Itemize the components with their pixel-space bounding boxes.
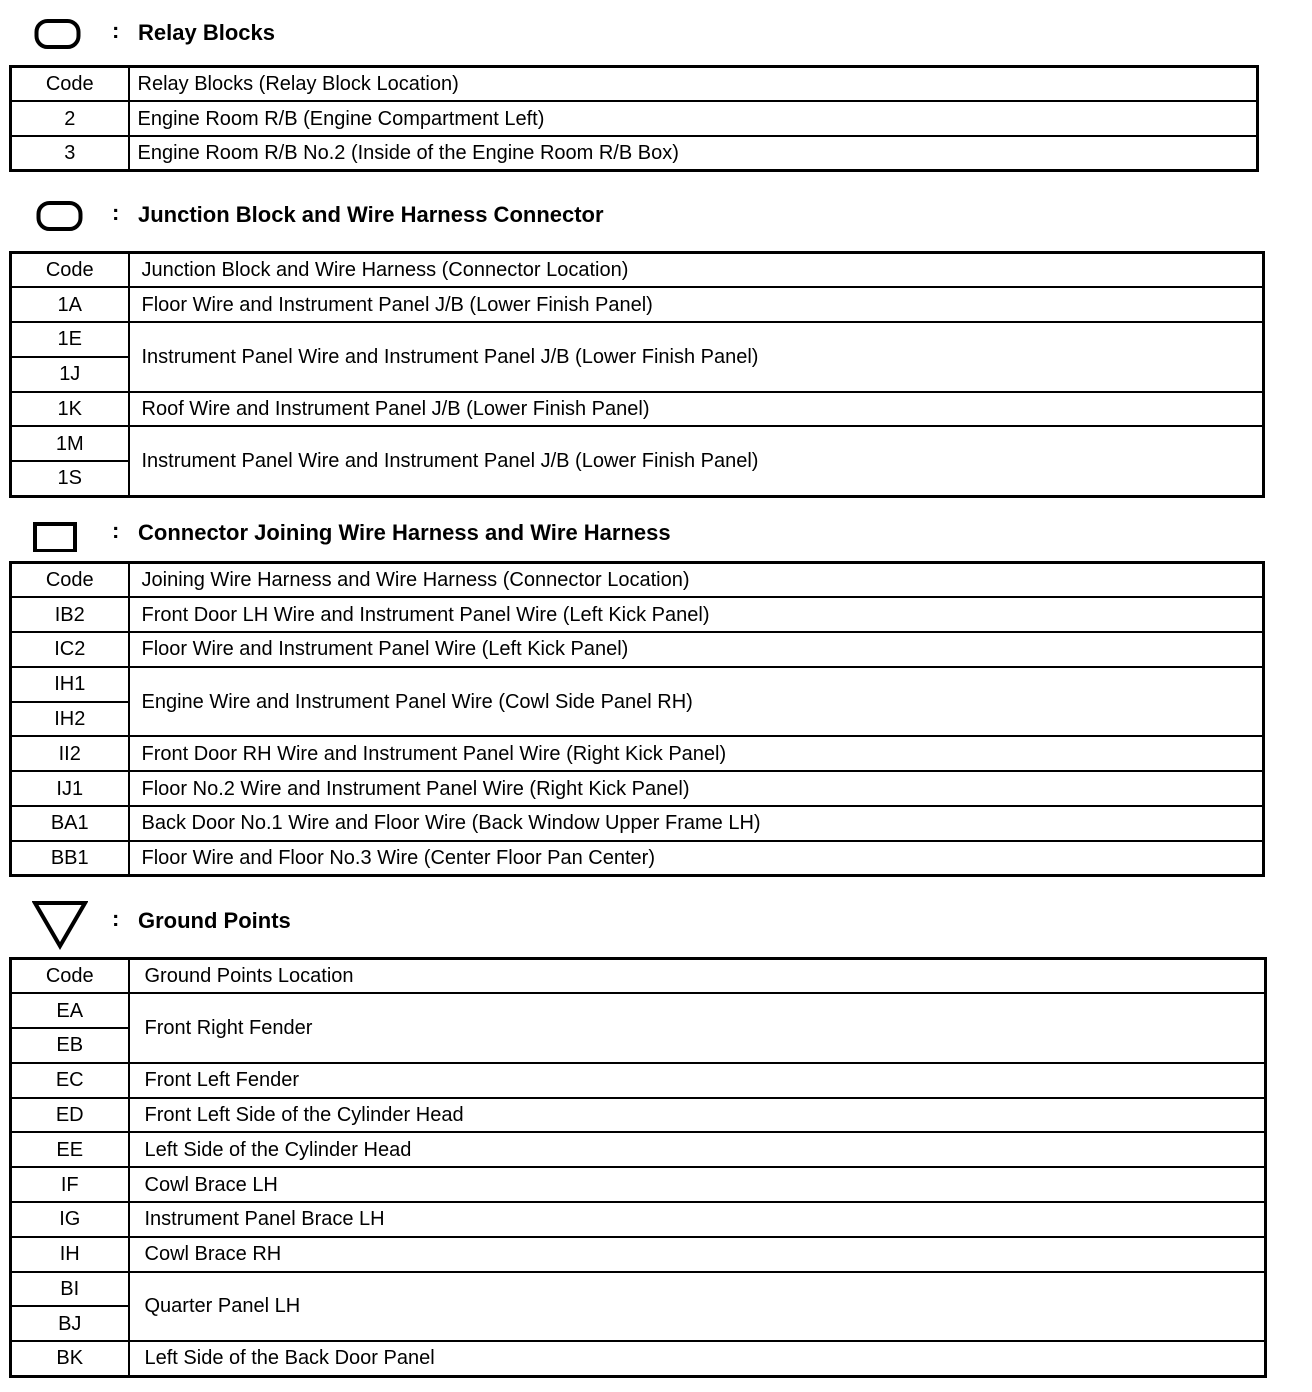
location-cell: Instrument Panel Wire and Instrument Panel J/B (Lower Finish Panel) [129, 426, 1264, 496]
code-cell: IH [11, 1237, 129, 1272]
code-cell: BA1 [11, 806, 129, 841]
location-cell: Engine Room R/B (Engine Compartment Left) [129, 101, 1258, 136]
colon-separator: : [112, 906, 120, 931]
table-header-row [11, 959, 1266, 994]
section-title: Junction Block and Wire Harness Connector [138, 202, 604, 227]
code-column-header: Code [11, 959, 129, 994]
table-header-row [11, 67, 1258, 102]
location-cell: Engine Wire and Instrument Panel Wire (Cowl Side Panel RH) [129, 667, 1264, 737]
code-cell: IC2 [11, 632, 129, 667]
table-row [11, 1202, 1266, 1237]
location-cell: Back Door No.1 Wire and Floor Wire (Back Window Upper Frame LH) [129, 806, 1264, 841]
legend-table [9, 561, 1265, 877]
code-column-header: Code [11, 67, 129, 102]
location-cell: Front Right Fender [129, 993, 1266, 1063]
section-header [0, 514, 1312, 564]
code-cell: 1K [11, 392, 129, 427]
location-cell: Front Door LH Wire and Instrument Panel Wire (Left Kick Panel) [129, 597, 1264, 632]
table-row [11, 136, 1258, 171]
rounded-rect-icon [34, 16, 82, 52]
location-cell: Cowl Brace LH [129, 1167, 1266, 1202]
location-column-header: Ground Points Location [129, 959, 1266, 994]
code-cell: ED [11, 1098, 129, 1133]
code-cell: 2 [11, 101, 129, 136]
location-column-header: Joining Wire Harness and Wire Harness (Connector Location) [129, 563, 1264, 598]
section-header [0, 196, 1312, 246]
location-cell: Floor No.2 Wire and Instrument Panel Wire (Right Kick Panel) [129, 771, 1264, 806]
code-cell: IG [11, 1202, 129, 1237]
section-header [0, 900, 1312, 950]
location-cell: Engine Room R/B No.2 (Inside of the Engine Room R/B Box) [129, 136, 1258, 171]
section-header [0, 14, 1312, 64]
code-cell: 1A [11, 287, 129, 322]
location-cell: Cowl Brace RH [129, 1237, 1266, 1272]
code-cell: 1J [11, 357, 129, 392]
colon-separator: : [112, 518, 120, 543]
location-cell: Floor Wire and Floor No.3 Wire (Center Floor Pan Center) [129, 841, 1264, 876]
table-row [11, 322, 1264, 357]
code-cell: 1S [11, 461, 129, 496]
section-title: Relay Blocks [138, 20, 275, 45]
table-header-row [11, 563, 1264, 598]
table-header-row [11, 253, 1264, 288]
location-cell: Quarter Panel LH [129, 1272, 1266, 1342]
code-cell: EE [11, 1132, 129, 1167]
table-row [11, 993, 1266, 1028]
code-cell: IF [11, 1167, 129, 1202]
code-cell: EA [11, 993, 129, 1028]
location-cell: Front Left Side of the Cylinder Head [129, 1098, 1266, 1133]
code-cell: BK [11, 1341, 129, 1376]
code-cell: BJ [11, 1306, 129, 1341]
table-row [11, 667, 1264, 702]
table-row [11, 841, 1264, 876]
table-row [11, 1063, 1266, 1098]
colon-separator: : [112, 18, 120, 43]
code-cell: IB2 [11, 597, 129, 632]
location-cell: Floor Wire and Instrument Panel J/B (Lower Finish Panel) [129, 287, 1264, 322]
code-cell: IH2 [11, 702, 129, 737]
location-cell: Instrument Panel Brace LH [129, 1202, 1266, 1237]
table-row [11, 632, 1264, 667]
square-icon [33, 516, 79, 552]
rounded-rect-icon [36, 198, 84, 234]
code-cell: BB1 [11, 841, 129, 876]
table-row [11, 597, 1264, 632]
table-row [11, 1237, 1266, 1272]
code-cell: EB [11, 1028, 129, 1063]
code-column-header: Code [11, 253, 129, 288]
code-cell: EC [11, 1063, 129, 1098]
table-row [11, 1272, 1266, 1307]
table-row [11, 1132, 1266, 1167]
table-row [11, 1098, 1266, 1133]
table-row [11, 392, 1264, 427]
legend-table [9, 957, 1267, 1378]
location-cell: Left Side of the Cylinder Head [129, 1132, 1266, 1167]
code-cell: 1E [11, 322, 129, 357]
table-row [11, 771, 1264, 806]
table-row [11, 1167, 1266, 1202]
location-column-header: Relay Blocks (Relay Block Location) [129, 67, 1258, 102]
colon-separator: : [112, 200, 120, 225]
code-cell: IJ1 [11, 771, 129, 806]
triangle-icon [32, 900, 88, 950]
legend-table [9, 251, 1265, 498]
code-cell: IH1 [11, 667, 129, 702]
table-row [11, 426, 1264, 461]
table-row [11, 1341, 1266, 1376]
code-column-header: Code [11, 563, 129, 598]
location-column-header: Junction Block and Wire Harness (Connector Location) [129, 253, 1264, 288]
table-row [11, 736, 1264, 771]
table-row [11, 806, 1264, 841]
location-cell: Floor Wire and Instrument Panel Wire (Left Kick Panel) [129, 632, 1264, 667]
location-cell: Front Door RH Wire and Instrument Panel Wire (Right Kick Panel) [129, 736, 1264, 771]
table-row [11, 287, 1264, 322]
location-cell: Left Side of the Back Door Panel [129, 1341, 1266, 1376]
location-cell: Roof Wire and Instrument Panel J/B (Lower Finish Panel) [129, 392, 1264, 427]
section-title: Connector Joining Wire Harness and Wire Harness [138, 520, 671, 545]
code-cell: II2 [11, 736, 129, 771]
section-title: Ground Points [138, 908, 291, 933]
code-cell: 3 [11, 136, 129, 171]
legend-table [9, 65, 1259, 172]
table-row [11, 101, 1258, 136]
location-cell: Front Left Fender [129, 1063, 1266, 1098]
code-cell: BI [11, 1272, 129, 1307]
code-cell: 1M [11, 426, 129, 461]
location-cell: Instrument Panel Wire and Instrument Panel J/B (Lower Finish Panel) [129, 322, 1264, 392]
